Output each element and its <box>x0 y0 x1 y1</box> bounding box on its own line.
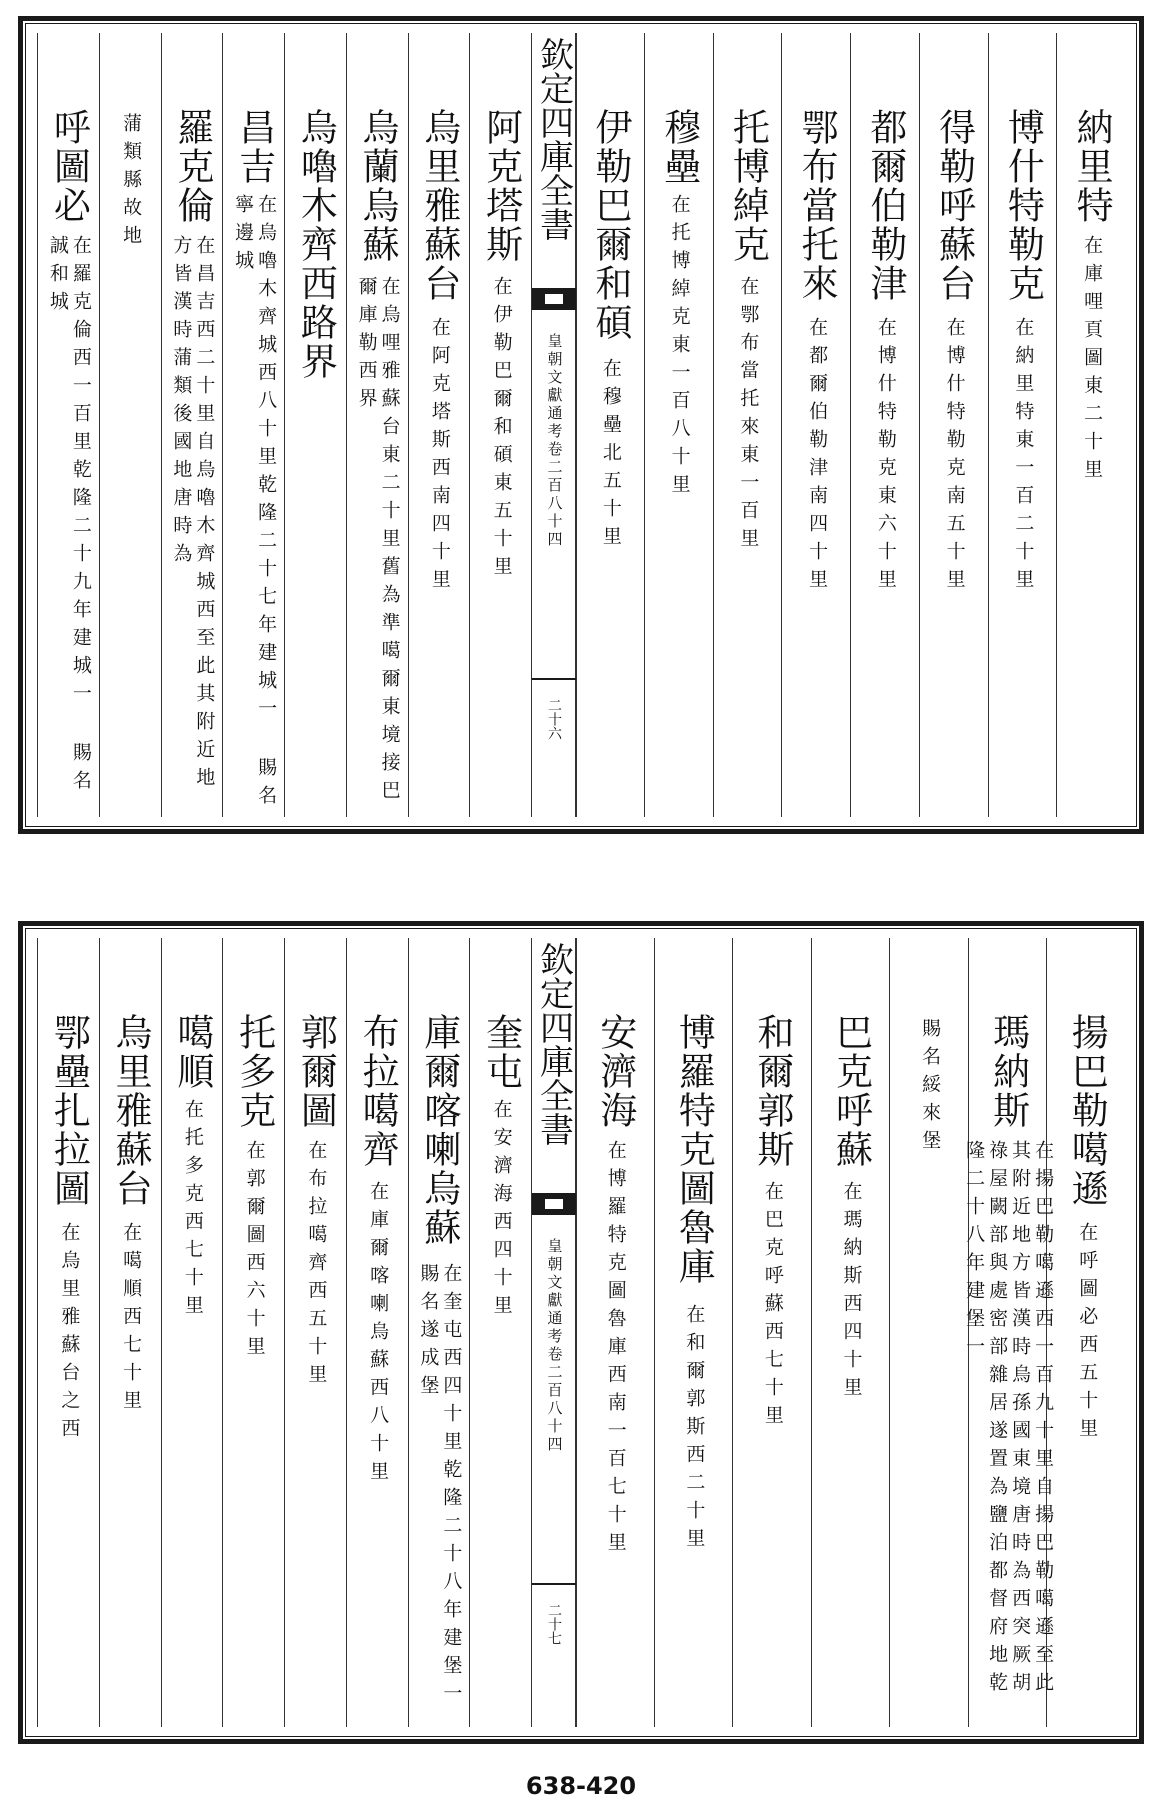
text-column <box>850 33 920 817</box>
text-column <box>889 938 969 1727</box>
place-name: 巴克呼蘇 <box>829 1013 873 1169</box>
place-name: 伊勒巴爾和碩 <box>588 108 632 342</box>
text-column <box>963 938 1055 1727</box>
folio-number: 二十七 <box>546 1603 562 1645</box>
place-annotation: 在博羅特克圖魯庫西南一百七十里 <box>604 1140 627 1560</box>
top-page <box>10 10 1152 840</box>
text-column <box>161 33 224 817</box>
source-note: 皇朝文獻通考卷二百八十四 <box>545 1238 564 1454</box>
place-name: 托博綽克 <box>726 108 770 264</box>
place-annotation: 在博什特勒克東六十里 <box>874 317 897 597</box>
place-annotation: 在布拉噶齊西五十里 <box>305 1140 328 1392</box>
place-name: 納里特 <box>1070 108 1114 225</box>
place-name: 羅克倫 <box>170 108 214 225</box>
place-name: 托多克 <box>232 1013 276 1130</box>
place-name: 得勒呼蘇台 <box>932 108 976 303</box>
fishtail-mark <box>532 1193 576 1215</box>
place-name: 博羅特克圖魯庫 <box>672 1013 716 1286</box>
top-page-body <box>37 33 1125 817</box>
bottom-page <box>10 915 1152 1750</box>
text-column <box>1056 33 1125 817</box>
center-strip <box>531 938 577 1727</box>
place-annotation: 在巴克呼蘇西七十里 <box>761 1181 784 1433</box>
text-column <box>988 33 1058 817</box>
place-annotation: 在奎屯西四十里乾隆二十八年建堡一 賜名遂成堡 <box>417 1263 463 1711</box>
place-annotation: 在托多克西七十里 <box>181 1099 204 1323</box>
continuation-note: 賜名綏來堡 <box>919 1018 942 1158</box>
place-annotation: 在揚巴勒噶遜西一百九十里自揚巴勒噶遜至此其附近地方皆漢時烏孫國東境唐時為西突厥胡祿屋闕部與處密部雜居遂置為鹽泊都督府地乾隆二十八年建堡一 <box>963 1140 1055 1700</box>
place-annotation: 在昌吉西二十里自烏嚕木齊城西至此其附近地方皆漢時蒲類後國地唐時為 <box>170 235 216 795</box>
text-column <box>469 938 532 1727</box>
place-annotation: 在都爾伯勒津南四十里 <box>806 317 829 597</box>
fishtail-mark <box>532 288 576 310</box>
place-annotation: 在噶順西七十里 <box>120 1222 143 1418</box>
place-annotation: 在庫爾喀喇烏蘇西八十里 <box>367 1181 390 1489</box>
text-column <box>99 33 162 817</box>
place-annotation: 在羅克倫西一百里乾隆二十九年建城一 賜名誠和城 <box>46 235 92 798</box>
place-annotation: 在阿克塔斯西南四十里 <box>428 317 451 597</box>
place-annotation: 在郭爾圖西六十里 <box>243 1140 266 1364</box>
text-column <box>469 33 532 817</box>
text-column <box>161 938 224 1727</box>
text-column <box>37 938 100 1727</box>
text-column <box>644 33 714 817</box>
text-column <box>408 938 471 1727</box>
text-column <box>408 33 471 817</box>
folio-rule <box>532 678 576 680</box>
place-annotation: 在鄂布當托來東一百里 <box>737 276 760 556</box>
text-column <box>284 938 347 1727</box>
text-column <box>1046 938 1125 1727</box>
place-name: 烏蘭烏蘇 <box>356 108 400 264</box>
place-name: 烏里雅蘇台 <box>109 1013 153 1208</box>
place-annotation: 在呼圖必西五十里 <box>1076 1222 1099 1446</box>
place-name: 鄂布當托來 <box>795 108 839 303</box>
text-column <box>284 33 347 817</box>
bottom-page-frame <box>18 921 1144 1744</box>
place-name: 揚巴勒噶遜 <box>1065 1013 1109 1208</box>
place-annotation: 在烏里雅蘇台之西 <box>58 1222 81 1446</box>
place-annotation: 在安濟海西四十里 <box>490 1099 513 1323</box>
text-column <box>713 33 783 817</box>
place-name: 庫爾喀喇烏蘇 <box>417 1013 461 1247</box>
place-name: 噶順 <box>170 1013 214 1091</box>
place-annotation: 在托博綽克東一百八十里 <box>668 194 691 502</box>
continuation-note: 蒲類縣故地 <box>120 113 143 253</box>
place-name: 博什特勒克 <box>1001 108 1045 303</box>
place-name: 呼圖必 <box>47 108 91 225</box>
place-name: 都爾伯勒津 <box>863 108 907 303</box>
place-annotation: 在和爾郭斯西二十里 <box>683 1304 706 1556</box>
book-title: 欽定四庫全書 <box>533 942 574 1146</box>
text-column <box>222 33 285 817</box>
page-number: 638-420 <box>525 1772 637 1800</box>
place-name: 安濟海 <box>593 1013 637 1130</box>
place-annotation: 在瑪納斯西四十里 <box>840 1181 863 1405</box>
text-column <box>919 33 989 817</box>
book-title: 欽定四庫全書 <box>533 37 574 241</box>
text-column <box>346 938 409 1727</box>
place-name: 郭爾圖 <box>294 1013 338 1130</box>
text-column <box>811 938 891 1727</box>
bottom-page-body <box>37 938 1125 1727</box>
source-note: 皇朝文獻通考卷二百八十四 <box>545 333 564 549</box>
text-column <box>222 938 285 1727</box>
center-strip <box>531 33 577 817</box>
place-name: 阿克塔斯 <box>479 108 523 264</box>
text-column <box>346 33 409 817</box>
place-name: 和爾郭斯 <box>750 1013 794 1169</box>
folio-rule <box>532 1583 576 1585</box>
place-annotation: 在伊勒巴爾和碩東五十里 <box>490 276 513 584</box>
text-column <box>37 33 100 817</box>
place-annotation: 在納里特東一百二十里 <box>1012 317 1035 597</box>
folio-number: 二十六 <box>546 698 562 740</box>
place-annotation: 在博什特勒克南五十里 <box>943 317 966 597</box>
place-name: 穆壘 <box>657 108 701 186</box>
place-name: 瑪納斯 <box>986 1013 1030 1130</box>
text-column <box>781 33 851 817</box>
text-column <box>575 33 645 817</box>
text-column <box>654 938 734 1727</box>
place-name: 奎屯 <box>479 1013 523 1091</box>
text-column <box>732 938 812 1727</box>
place-name: 烏里雅蘇台 <box>417 108 461 303</box>
top-page-frame <box>18 16 1144 834</box>
place-name: 布拉噶齊 <box>356 1013 400 1169</box>
text-column <box>575 938 655 1727</box>
place-annotation: 在庫哩頁圖東二十里 <box>1081 235 1104 487</box>
place-name: 鄂壘扎拉圖 <box>47 1013 91 1208</box>
place-annotation: 在烏哩雅蘇台東二十里舊為準噶爾東境接巴爾庫勒西界 <box>355 276 401 808</box>
place-annotation: 在穆壘北五十里 <box>599 358 622 554</box>
place-name: 烏嚕木齊西路界 <box>294 108 338 381</box>
text-column <box>99 938 162 1727</box>
place-annotation: 在烏嚕木齊城西八十里乾隆二十七年建城一 賜名寧邊城 <box>232 194 278 813</box>
place-name: 昌吉 <box>232 108 276 186</box>
